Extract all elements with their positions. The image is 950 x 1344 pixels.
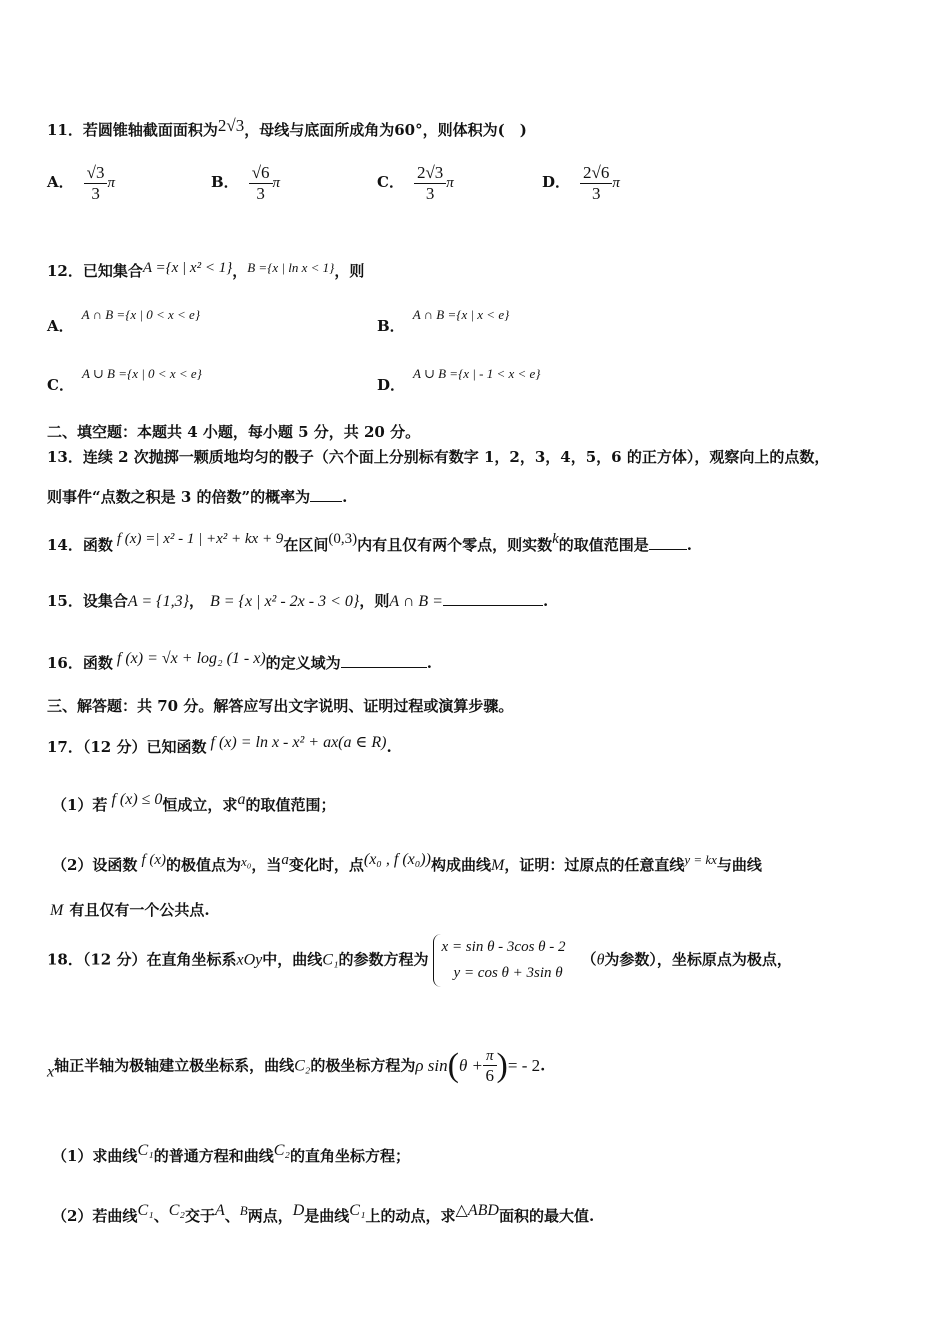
q15-set-b: B = {x | x² - 2x - 3 < 0} <box>209 593 360 610</box>
q16-stem: 16．函数 f (x) = √x + log₂ (1 - x)的定义域为 . <box>47 650 432 672</box>
q11-choice-a: A． $\frac{√3}{3}$ π <box>47 163 115 203</box>
q16-answer-blank[interactable] <box>341 652 427 668</box>
section-solution-heading: 三、解答题：共 70 分。解答应写出文字说明、证明过程或演算步骤。 <box>47 697 514 715</box>
q12-set-b: B ={x | ln x < 1} <box>247 260 335 275</box>
q11-stem: 11．若圆锥轴截面面积为2√3，母线与底面所成角为60°，则体积为( ) <box>47 116 527 139</box>
q14-interval: (0,3) <box>328 531 358 547</box>
q12-stem: 12．已知集合A ={x | x² < 1}，B ={x | ln x < 1}，则 <box>47 260 365 280</box>
q16-function: f (x) = √x + log₂ (1 - x) <box>116 650 266 667</box>
q13-line2: 则事件“点数之积是 3 的倍数”的概率为 . <box>47 488 348 506</box>
q14-stem: 14．函数 f (x) =| x² - 1 | +x² + kx + 9在区间(0,3)内有且仅有两个零点，则实数k的取值范围是 . <box>47 531 693 554</box>
q17-part2-line2: M 有且仅有一个公共点. <box>50 901 210 919</box>
q17-part1: （1）若 f (x) ≤ 0恒成立，求a的取值范围； <box>52 791 336 814</box>
q11-choice-b: B． $\frac{√6}{3}$ π <box>211 163 281 203</box>
q18-stem-line2: x轴正半轴为极轴建立极坐标系，曲线C₂的极坐标方程为ρ sin(θ + $\frac{\pi}{6}$ )= - 2. <box>47 1047 546 1085</box>
q15-stem: 15．设集合A = {1,3}， B = {x | x² - 2x - 3 < 0}，则A ∩ B = . <box>47 592 549 610</box>
q13-answer-blank[interactable] <box>310 486 342 502</box>
q14-answer-blank[interactable] <box>649 534 687 550</box>
q14-function: f (x) =| x² - 1 | +x² + kx + 9 <box>116 531 284 547</box>
q11-choice-d: D． $\frac{2√6}{3}$ π <box>542 163 620 203</box>
q17-stem: 17．（12 分）已知函数 f (x) = ln x - x² + ax(a ∈ R). <box>47 734 392 756</box>
q15-set-a: A = {1,3} <box>127 593 189 610</box>
q12-choice-b: B．A ∩ B ={x | x < e} <box>377 307 510 335</box>
section-fill-in-heading: 二、填空题：本题共 4 小题，每小题 5 分，共 20 分。 <box>47 423 421 441</box>
q11-area: 2√3 <box>217 116 245 135</box>
q15-answer-blank[interactable] <box>443 590 543 606</box>
q13-line1: 13．连续 2 次抛掷一颗质地均匀的骰子（六个面上分别标有数字 1，2，3，4，5，6 的正方体），观察向上的点数， <box>47 448 830 466</box>
q11-choice-c: C． $\frac{2√3}{3}$ π <box>377 163 454 203</box>
q12-choice-a: A．A ∩ B ={x | 0 < x < e} <box>47 307 201 335</box>
q18-stem-line1: 18．（12 分）在直角坐标系xOy中，曲线C₁的参数方程为 x = sin θ - 3cos θ - 2 y = cos θ + 3sin θ （θ为参数），坐标原点为极点， <box>47 934 792 987</box>
q17-function: f (x) = ln x - x² + ax(a ∈ R) <box>210 734 387 751</box>
q18-polar-equation: ρ sin <box>415 1056 448 1076</box>
q17-part2-line1: （2）设函数 f (x)的极值点为x₀，当a变化时，点(x₀ , f (x₀))构成曲线M，证明：过原点的任意直线y = kx与曲线 <box>52 851 762 874</box>
q18-part1: （1）求曲线C₁的普通方程和曲线C₂的直角坐标方程； <box>52 1142 410 1165</box>
q12-choice-c: C．A ∪ B ={x | 0 < x < e} <box>47 366 202 394</box>
q12-set-a: A ={x | x² < 1} <box>142 260 233 276</box>
q18-part2: （2）若曲线C₁、C₂交于A、B两点，D是曲线C₁上的动点，求△ABD面积的最大值. <box>52 1202 595 1225</box>
q18-parametric-equations: x = sin θ - 3cos θ - 2 y = cos θ + 3sin θ <box>433 934 566 987</box>
q12-choice-d: D．A ∪ B ={x | - 1 < x < e} <box>377 366 541 394</box>
